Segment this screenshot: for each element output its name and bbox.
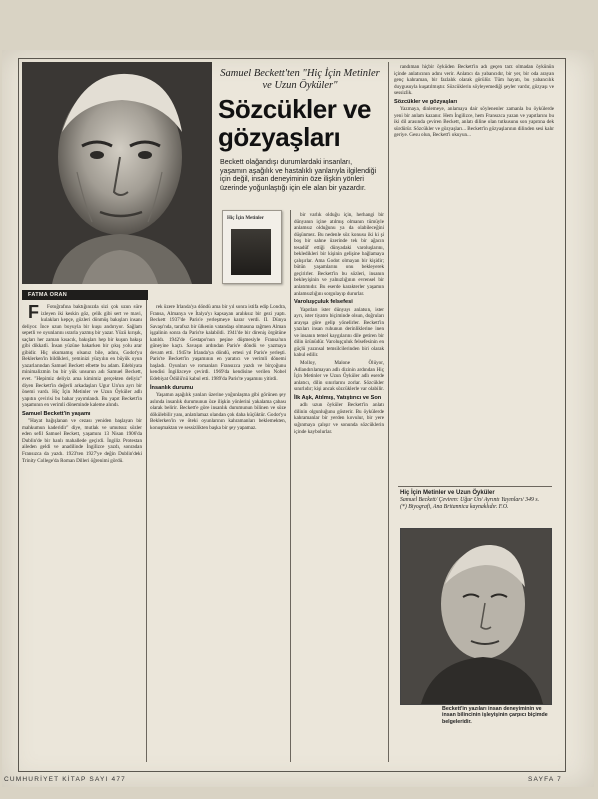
- article-headline: Sözcükler ve gözyaşları: [218, 94, 371, 152]
- book-credit: [400, 490, 550, 511]
- credit-rule: [398, 486, 552, 487]
- dropcap: F: [28, 304, 39, 322]
- book-cover-title: Hiç İçin Metinler: [227, 216, 264, 221]
- article-column-1: [22, 304, 142, 760]
- article-column-3: [294, 212, 384, 760]
- footer-publication: CUMHURİYET KİTAP SAYI 477: [4, 776, 126, 783]
- column-rule: [388, 62, 389, 762]
- book-credit-note: (*) Biyografi, Ana Britannica kaynaklıdır. F.O.: [400, 504, 509, 510]
- body-text: rek üzere İrlanda'ya döndü ama bir yıl sonra istifa edip Londra, Fransa, Almanya ve İtalya'yı kapsayan aralıksız bir gezi yaptı. Beckett 1937'de Paris'e yerleşmeye karar verdi. II. Dünya Savaşı'nda, tarafsız bir ülkenin vatandaşı olmasına rağmen Alman işgalinin sonra da Paris'te kalabildi. 1941'de bir direniş örgütüne katıldı. 1942'de Gestapo'nun peşine düşmesiyle Fransa'nın güneyine kaçtı. Savaşın ardından Paris'e döndü ve yazmaya devam etti. 1945'te İrlanda'ya döndü, ertesi yıl Paris'e yerleşti. Paris'te Beckett'in yaşamının en yaratıcı ve verimli dönemi başladı. Oyunları ve romanları Fransızca yazdı ve birçoğunu kendisi İngilizceye çevirdi. 1969'da kendisine verilen Nobel Edebiyat Ödülü'nü kabul etti. 1989'da Paris'te yaşamını yitirdi.: [150, 304, 286, 383]
- subheading: Varoluşçuluk felsefesi: [294, 299, 353, 306]
- book-cover: [222, 210, 282, 284]
- body-text: Molloy, Malone Ölüyor, Adlandırılamayan adlı dizinin ardından Hiç İçin Metinler ve Uzun Öyküler adlı eserde anlatıcı, dilin sınırlarını zorlar. Sözcükler sınırlıdır; kişi ancak sözcüklerle var olabilir.: [294, 360, 384, 393]
- column-rule: [290, 210, 291, 762]
- portrait-illustration: [22, 62, 212, 284]
- body-text: adlı uzun öyküler Beckett'in anlatı dilinin olgunluğunu gösterir. Bu öykülerde kahramanlar bir yerden kovulur, bir yere sığınmaya çalışır ve sonunda sözcüklerin içinde kaybolurlar.: [294, 402, 384, 435]
- article-column-2: [150, 304, 286, 760]
- dropcap-paragraph: [22, 304, 142, 409]
- body-text: randıman hiçbir öyküden Beckett'in adı geçen tarz olmadan öykünün içinde anlatıcının adını verir. Anlatıcı da yabancıdır, bir yer, bir oda arayan genç kahraman, bir fazlalık olarak görülür. Tüm hayatı, bu yabancılık duygusuyla kuşatılmıştır. Sözcüklerin söyleyemediği şeyler vardır, gözyaşı ve sessizlik.: [394, 64, 554, 97]
- beckett-portrait-photo: [22, 62, 212, 284]
- subheading: Sözcükler ve gözyaşları: [394, 98, 458, 105]
- photo-caption: Beckett'in yazıları insan deneyiminin ve insan bilincinin işleyişinin çarpıcı biçimde belgeleridir.: [442, 706, 548, 725]
- body-text: Fotoğrafına baktığınızda sizi çok uzun süre izleyen iki keskin göz, çelik gibi sert ve mavi, kulakları kepçe, gözleri dönmüş bakışları insanı deliyor. İnce uzun boyuyla bir kuşu andırıyor. Sağlam sepetli ve oyunlarını ısrarla yazmış bir yazar. Yüzü kırışık, saçları her zaman kısacık, bakışları hep bir kuşun bakışı gibi dikkatli. İnsan yüzüne bakarken bir çıkış yolu arar gibidir. Hiç okumamış olsanız bile, adını, Godot'yu Beklerken'in bildikleri, yeminizi yüzyılın en büyük oyun yazarlarından Samuel Beckett elbette bu adam. Edebiyata minimalizmin bu bir yük unsurun adı Samuel Beckett, evet. "Hepimiz deliyiz ama kimimiz gerçekten deliyiz" diyen Beckett'in değerli arkadaşları Ugur Un'un ayrı bir önemi vardı. Hiç İçin Metinler ve Uzun Öyküler adlı yapıtın çevirisi bu bahar yayımlandı. Bu yapıt Beckett'in yaşamının en verimli döneminde kaleme alındı.: [22, 304, 142, 409]
- article-kicker: Samuel Beckett'ten "Hiç İçin Metinler ve Uzun Öyküler": [220, 68, 380, 91]
- body-text: Yapıtları ister dünyayı anlatsın, ister ayrı, ister tiyatro biçiminde olsun, doğruları arayışa göre gelip yönelirler. Beckett'in yazıları insan ruhunun derinliklerine inen ve insanın temel kaygılarını dile getiren bir dilin ürünüdür. Varoluşçuluk felsefesinin en güçlü yazınsal temsilcilerinden biri olarak kabul edilir.: [294, 306, 384, 359]
- book-credit-title: Hiç İçin Metinler ve Uzun Öyküler: [400, 490, 495, 496]
- footer-page-number: SAYFA 7: [528, 776, 562, 783]
- author-byline: FATMA ORAN: [22, 290, 148, 300]
- beckett-secondary-photo: [400, 528, 552, 705]
- secondary-portrait-illustration: [401, 529, 551, 704]
- article-column-4: [394, 64, 554, 484]
- body-text: Yazmaya, dinlemeye, anlamaya dair söylenenler zamanla bu öykülerde yeni bir anlam kazanır. Hem İngilizce, hem Fransızca yazan ve yapıtlarını bu iki dil arasında çeviren Beckett, anlatı diline olan tutkusunu son yapıtına dek sürdürür. Sözcükler ve gözyaşları... Beckett'in gözyaşlarının dilinden sesi kalır geriye. Gesu olun, Beckett'i okuyun...: [394, 106, 554, 139]
- article-standfirst: Beckett olağandışı durumlardaki insanları, yaşamın aşağılık ve hastalıklı yanlarıyla ilgilendiği için değil, insan deneyiminin öze ilişkin yönleri üzerinde yoğunlaştığı için ele alan bir yazardır.: [220, 158, 377, 192]
- body-text: Yaşamın aşağılık yanları üzerine yoğunlaşma gibi görünen şey aslında insanlık durumunun öze ilişkin yönlerini yakalama çabası olarak belirir. Beckett'e göre insanlık durumunun bilinen ve söze dökülebilir yanı, anlatılamaz olandan çok daha küçüktür. Godot'yu Beklerken'in ve öteki oyunlarının kahramanları beklemekten, konuşmaktan ve sessizlikten başka bir şey yapamaz.: [150, 392, 286, 431]
- body-text: bir varlık olduğu için, herhangi bir dünyanın içine atılmış olmanın tümüyle anlamsız olduğunu ya da olabileceğini düşünmez. Bu nedenle söz konusu iki ki şi boş bir sahne üzerinde tek bir ağacın tesadüf ettiği dünyadaki varoluşlarını, bekledikleri bir kişinin gelişine bağlamaya çalışırlar. Ama Godot olmayan bir kişidir; bütün yaşamlarını onu bekleyerek geçirirler. Beckett'in bu sözleri, insanın bekleyişinin ve yalnızlığının evrensel bir anlatımıdır. Bu eserde karakterler yaşamın anlamsızlığını sorgulayıp dururlar.: [294, 212, 384, 297]
- book-cover-image: [231, 229, 271, 275]
- body-text: "Hayat bağışlanan ve cezası yeniden başlayan bir mahkumun kaderidir" diye, mutlak ve umutsuz sözler eden sefil Samuel Beckett, yaşamını 13 Nisan 1906'da Dublin'de bir hanlı mahallede geçirdi. İngiliz Protestan aileden geldi ve anadilinde İngilizce yazdı, sonradan Fransızca da yazdı. 1923'ten 1927'ye değin Dublin'deki Trinity College'da Roman Dilleri öğrenimi gördü.: [22, 418, 142, 464]
- subheading: İnsanlık durumu: [150, 384, 194, 391]
- book-credit-details: Samuel Beckett/ Çeviren: Uğur Ün/ Ayrıntı Yayınları/ 349 s.: [400, 497, 540, 503]
- subheading: Samuel Beckett'in yaşamı: [22, 410, 91, 417]
- column-rule: [146, 300, 147, 762]
- subheading: İlk Aşk, Atılmış, Yatıştırıcı ve Son: [294, 394, 382, 401]
